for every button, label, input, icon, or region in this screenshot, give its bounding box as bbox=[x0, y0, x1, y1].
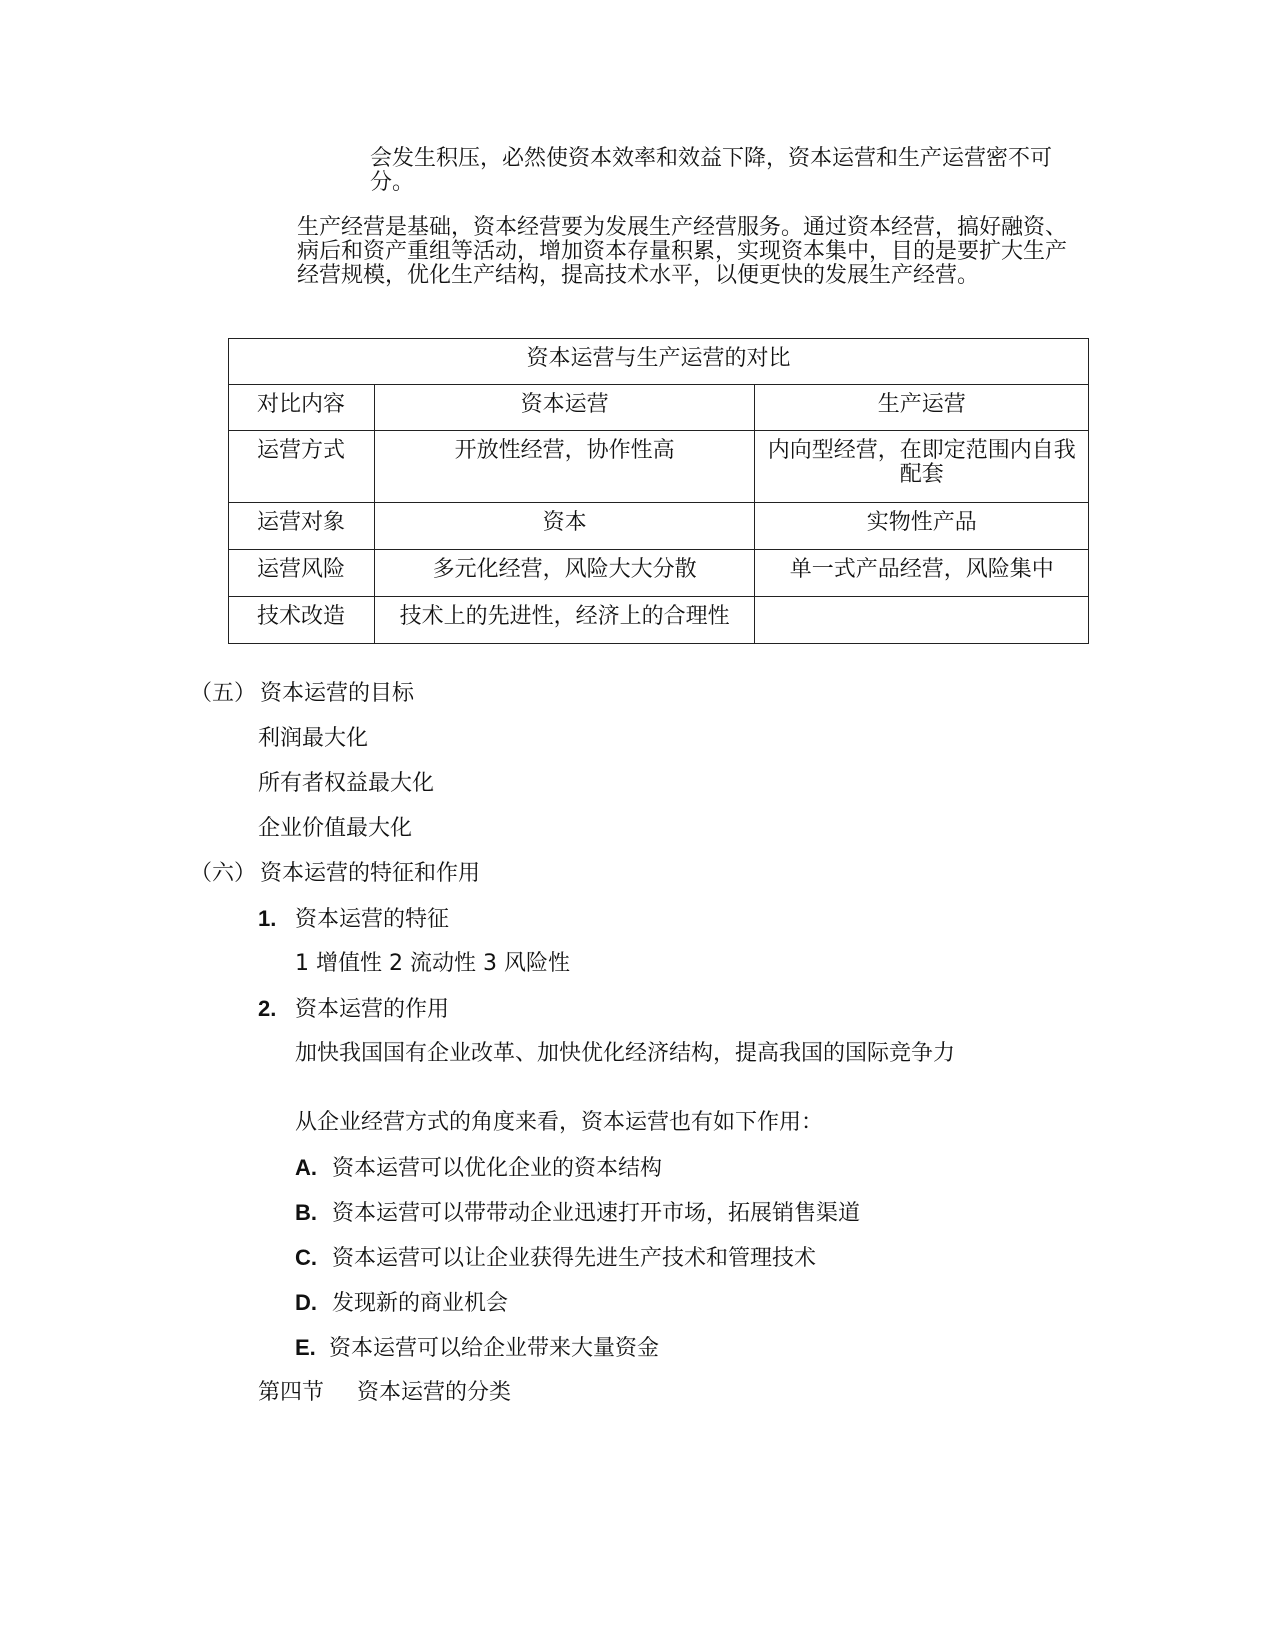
list-marker: B. bbox=[295, 1200, 317, 1225]
table-title-row bbox=[229, 339, 1089, 385]
features-list: 1 增值性 2 流动性 3 风险性 bbox=[295, 951, 570, 976]
table-cell: 技术改造 bbox=[229, 597, 375, 644]
roles-intro: 从企业经营方式的角度来看，资本运营也有如下作用： bbox=[295, 1110, 824, 1135]
goal-item: 利润最大化 bbox=[258, 726, 369, 751]
table-title: 资本运营与生产运营的对比 bbox=[229, 339, 1089, 385]
section-title: 资本运营的分类 bbox=[357, 1380, 512, 1405]
list-text: 资本运营可以优化企业的资本结构 bbox=[332, 1156, 663, 1181]
section-6-marker: （六） bbox=[190, 861, 257, 886]
subsection-1-heading bbox=[258, 907, 449, 932]
foundation-paragraph: 生产经营是基础，资本经营要为发展生产经营服务。通过资本经营，搞好融资、病后和资产重组等活动，增加资本存量积累，实现资本集中，目的是要扩大生产经营规模，优化生产结构，提高技术水平，以便更快的发展生产经营。 bbox=[297, 215, 1068, 288]
section-6-heading bbox=[190, 862, 480, 886]
section-5-marker: （五） bbox=[190, 681, 257, 706]
table-cell: 资本 bbox=[374, 503, 755, 550]
role-list-item bbox=[295, 1201, 860, 1226]
role-list-item bbox=[295, 1291, 508, 1316]
role-list-item bbox=[295, 1246, 816, 1271]
list-text: 资本运营可以让企业获得先进生产技术和管理技术 bbox=[332, 1246, 817, 1271]
table-cell bbox=[755, 597, 1089, 644]
goal-item: 企业价值最大化 bbox=[258, 816, 413, 841]
subsection-2-heading bbox=[258, 997, 449, 1022]
table-cell: 实物性产品 bbox=[755, 503, 1089, 550]
list-marker: A. bbox=[295, 1155, 317, 1180]
table-cell: 运营风险 bbox=[229, 550, 375, 597]
chapter-section-heading bbox=[258, 1381, 511, 1405]
table-row bbox=[229, 431, 1089, 503]
table-header-cell: 生产运营 bbox=[755, 385, 1089, 431]
role-list-item bbox=[295, 1336, 659, 1361]
goal-item: 所有者权益最大化 bbox=[258, 771, 435, 796]
table-cell: 开放性经营，协作性高 bbox=[374, 431, 755, 503]
subsection-2-number: 2. bbox=[258, 996, 277, 1021]
table-cell: 技术上的先进性，经济上的合理性 bbox=[374, 597, 755, 644]
list-text: 资本运营可以带带动企业迅速打开市场，拓展销售渠道 bbox=[332, 1201, 861, 1226]
section-5-title: 资本运营的目标 bbox=[260, 681, 415, 706]
comparison-table bbox=[228, 338, 1089, 644]
role-statement: 加快我国国有企业改革、加快优化经济结构，提高我国的国际竞争力 bbox=[295, 1041, 956, 1066]
table-header-row bbox=[229, 385, 1089, 431]
table-cell: 运营方式 bbox=[229, 431, 375, 503]
section-5-heading bbox=[190, 682, 414, 706]
table-header-cell: 对比内容 bbox=[229, 385, 375, 431]
table-header-cell: 资本运营 bbox=[374, 385, 755, 431]
table-cell: 运营对象 bbox=[229, 503, 375, 550]
table-cell: 多元化经营，风险大大分散 bbox=[374, 550, 755, 597]
subsection-2-title: 资本运营的作用 bbox=[295, 997, 450, 1022]
section-label: 第四节 bbox=[258, 1380, 325, 1405]
subsection-1-number: 1. bbox=[258, 906, 277, 931]
role-list-item bbox=[295, 1156, 662, 1181]
list-marker: C. bbox=[295, 1245, 317, 1270]
table-row bbox=[229, 503, 1089, 550]
table-row bbox=[229, 597, 1089, 644]
continuation-paragraph: 会发生积压，必然使资本效率和效益下降，资本运营和生产运营密不可分。 bbox=[370, 146, 1053, 195]
list-text: 发现新的商业机会 bbox=[332, 1291, 509, 1316]
list-text: 资本运营可以给企业带来大量资金 bbox=[329, 1336, 660, 1361]
table-row bbox=[229, 550, 1089, 597]
subsection-1-title: 资本运营的特征 bbox=[295, 907, 450, 932]
table-cell: 单一式产品经营，风险集中 bbox=[755, 550, 1089, 597]
section-6-title: 资本运营的特征和作用 bbox=[260, 861, 481, 886]
list-marker: D. bbox=[295, 1290, 317, 1315]
list-marker: E. bbox=[295, 1335, 316, 1360]
table-cell: 内向型经营，在即定范围内自我配套 bbox=[755, 431, 1089, 503]
